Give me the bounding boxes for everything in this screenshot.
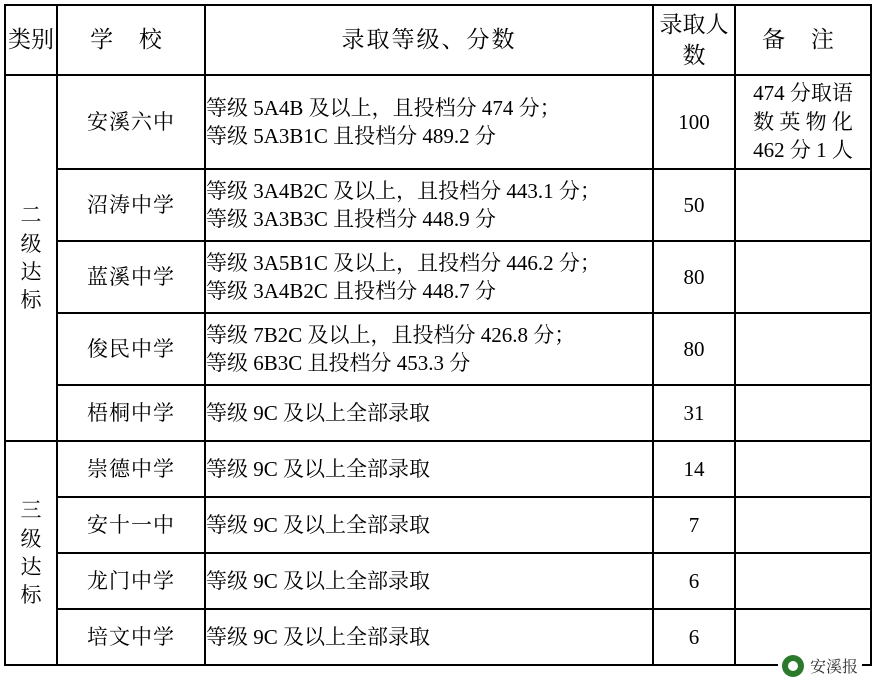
- detail-line: 等级 5A3B1C 且投档分 489.2 分: [206, 124, 496, 148]
- table-row: [5, 241, 871, 313]
- note-cell: [735, 497, 871, 553]
- document-page: [0, 4, 872, 689]
- admit-count: 80: [653, 313, 735, 385]
- table-row: [5, 553, 871, 609]
- detail-line: 等级 6B3C 且投档分 453.3 分: [206, 351, 471, 375]
- detail-cell: [205, 75, 653, 169]
- note-cell: [735, 241, 871, 313]
- detail-line: 等级 3A5B1C 及以上，且投档分 446.2 分；: [206, 250, 601, 275]
- note-cell: [735, 313, 871, 385]
- table-row: [5, 609, 871, 665]
- category-char: 级: [20, 526, 42, 551]
- admit-count: 50: [653, 169, 735, 241]
- circle-logo-icon: [782, 655, 804, 677]
- detail-line: 等级 9C 及以上全部录取: [206, 568, 431, 593]
- table-header-row: [5, 5, 871, 75]
- detail-cell: [205, 241, 653, 313]
- school-name: 梧桐中学: [57, 385, 205, 441]
- detail-cell: [205, 497, 653, 553]
- school-name: 俊民中学: [57, 313, 205, 385]
- detail-line: 等级 9C 及以上全部录取: [206, 400, 431, 425]
- detail-cell: [205, 385, 653, 441]
- detail-cell: [205, 553, 653, 609]
- category-char: 级: [20, 231, 42, 256]
- admit-count: 6: [653, 609, 735, 665]
- column-header-detail: 录取等级、分数: [205, 5, 653, 75]
- detail-line: 等级 5A4B 及以上，且投档分 474 分；: [206, 95, 561, 120]
- category-char: 达: [20, 555, 42, 579]
- category-char: 二: [20, 203, 42, 228]
- school-name: 崇德中学: [57, 441, 205, 497]
- detail-cell: [205, 313, 653, 385]
- table-row: [5, 313, 871, 385]
- school-name: 蓝溪中学: [57, 241, 205, 313]
- category-cell-group-1: [5, 75, 57, 441]
- admit-count: 80: [653, 241, 735, 313]
- category-char: 标: [20, 288, 42, 313]
- column-header-note: 备 注: [735, 5, 871, 75]
- note-cell: [735, 75, 871, 169]
- table-row: [5, 441, 871, 497]
- detail-cell: [205, 169, 653, 241]
- school-name: 安溪六中: [57, 75, 205, 169]
- category-cell-group-2: [5, 441, 57, 665]
- column-header-category: 类别: [5, 5, 57, 75]
- column-header-school: 学 校: [57, 5, 205, 75]
- school-name: 培文中学: [57, 609, 205, 665]
- watermark-label: 安溪报: [809, 659, 858, 676]
- note-line: 数 英 物 化: [753, 109, 853, 134]
- detail-line: 等级 3A3B3C 且投档分 448.9 分: [206, 207, 496, 231]
- admit-count: 31: [653, 385, 735, 441]
- detail-line: 等级 7B2C 及以上，且投档分 426.8 分；: [206, 322, 576, 347]
- detail-line: 等级 3A4B2C 及以上，且投档分 443.1 分；: [206, 178, 601, 203]
- watermark: [778, 652, 862, 679]
- detail-cell: [205, 609, 653, 665]
- note-line: 474 分取语: [753, 81, 853, 106]
- table-row: [5, 169, 871, 241]
- table-row: [5, 385, 871, 441]
- school-name: 安十一中: [57, 497, 205, 553]
- table-row: [5, 497, 871, 553]
- category-char: 标: [20, 583, 42, 608]
- note-cell: [735, 441, 871, 497]
- detail-line: 等级 3A4B2C 且投档分 448.7 分: [206, 279, 496, 303]
- detail-line: 等级 9C 及以上全部录取: [206, 456, 431, 481]
- category-char: 三: [20, 498, 42, 523]
- note-cell: [735, 553, 871, 609]
- note-cell: [735, 385, 871, 441]
- table-row: [5, 75, 871, 169]
- admit-count: 6: [653, 553, 735, 609]
- admit-count: 100: [653, 75, 735, 169]
- note-line: 462 分 1 人: [753, 138, 853, 163]
- admission-table: [4, 4, 872, 666]
- column-header-count: 录取人数: [653, 5, 735, 75]
- detail-line: 等级 9C 及以上全部录取: [206, 512, 431, 537]
- school-name: 龙门中学: [57, 553, 205, 609]
- note-cell: [735, 169, 871, 241]
- category-char: 达: [20, 260, 42, 284]
- school-name: 沼涛中学: [57, 169, 205, 241]
- admit-count: 14: [653, 441, 735, 497]
- admit-count: 7: [653, 497, 735, 553]
- detail-line: 等级 9C 及以上全部录取: [206, 624, 431, 649]
- detail-cell: [205, 441, 653, 497]
